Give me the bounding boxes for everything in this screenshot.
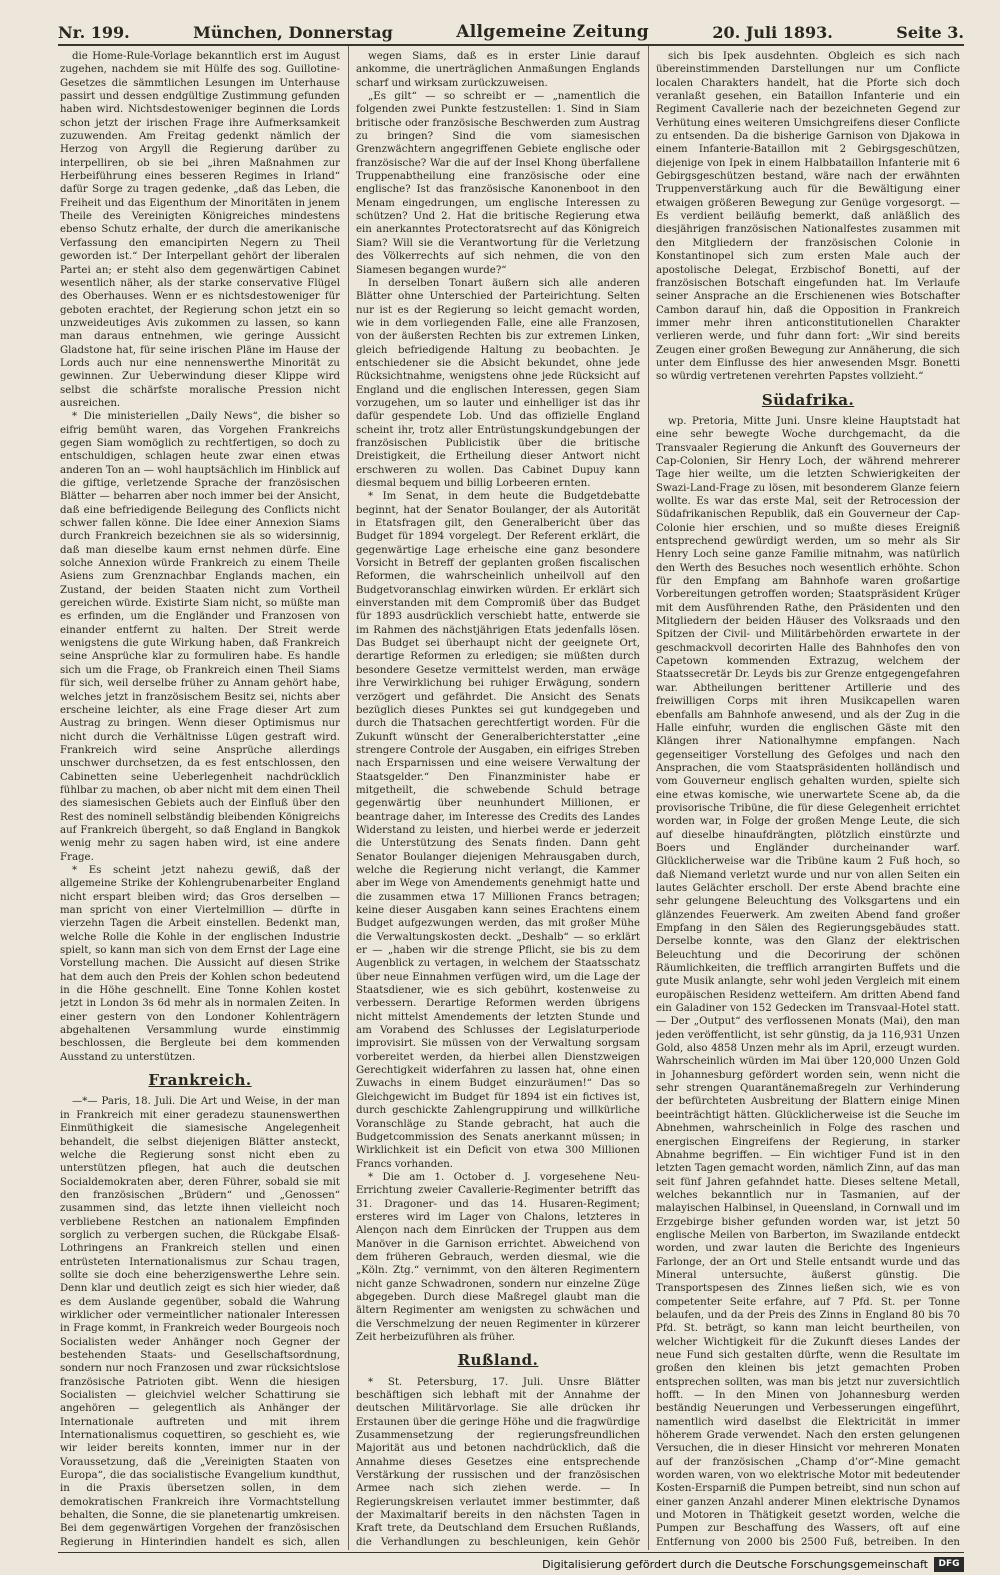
section-heading: Südafrika.: [761, 390, 855, 409]
section-heading: Rußland.: [457, 1351, 539, 1370]
text-column-2: [356, 50, 640, 1548]
bottom-rule: [58, 1552, 964, 1553]
issue-number: Nr. 199.: [58, 23, 130, 42]
dfg-logo: DFG: [934, 1557, 964, 1572]
column-divider: [348, 46, 349, 1550]
issue-date: 20. Juli 1893.: [712, 23, 833, 42]
article-paragraph: wp. Pretoria, Mitte Juni. Unsre kleine Hauptstadt hat eine sehr bewegte Woche durchgemacht, da die Transvaaler Regierung die Ankunft des Gouverneurs der Cap-Colonien, Sir Henry Loch, der während mehrerer Tage hier weilte, um die letzten Schwierigkeiten der Swazi-Land-Frage zu lösen, mit besonderem Glanze feiern wollte. Es war das erste Mal, seit der Retrocession der Südafrikanischen Republik, daß ein Gouverneur der Cap-Colonie hier erschien, und so mußte dieses Ereigniß entsprechend gewürdigt werden, um so mehr als Sir Henry Loch seine ganze Familie mitnahm, was natürlich den Werth des Besuches noch wesentlich erhöhte. Schon für den Empfang am Bahnhofe waren großartige Vorbereitungen getroffen worden; Staatspräsident Krüger mit dem Ausführenden Rathe, den Präsidenten und den Mitgliedern der beiden Häuser des Volksraads und den Spitzen der Civil- und Militärbehörden erwartete in der geschmackvoll decorirten Halle des Bahnhofes den von Capetown kommenden Extrazug, welchem der Staatssecretär Dr. Leyds bis zur Grenze entgegengefahren war. Abtheilungen berittener Artillerie und des freiwilligen Corps mit ihren Musikcapellen waren ebenfalls am Bahnhofe anwesend, und als der Zug in die Halle einfuhr, wurden die englischen Gäste mit den Klängen ihrer Nationalhymne empfangen. Nach gegenseitiger Vorstellung des Gefolges und nach den Ansprachen, die vom Staatspräsidenten holländisch und vom Gouverneur englisch gehalten wurden, spielte sich eine etwas komische, wie unerwartete Scene ab, da die provisorische Tribüne, die für diese Gelegenheit errichtet worden war, in Folge der großen Menge Leute, die sich auf dieselbe hinaufdrängten, plötzlich einstürzte und Boers und Engländer durcheinander warf. Glücklicherweise war die Tribüne kaum 2 Fuß hoch, so daß Niemand verletzt wurde und nur von allen Seiten ein lautes Gelächter erscholl. Der erste Abend brachte eine sehr gelungene Beleuchtung des Volksgartens und ein glänzendes Feuerwerk. Am zweiten Abend fand großer Empfang in den Sälen des Regierungsgebäudes statt. Derselbe konnte, was den Glanz der elektrischen Beleuchtung und die Decorirung der schönen Räumlichkeiten, die trefflich arrangirten Buffets und die gute Musik anlangte, sehr wohl jeden Vergleich mit einem europäischen Residenz wetteifern. Am dritten Abend fand ein Galadiner von 152 Gedecken im Transvaal-Hotel statt. — Der „Output“ des verflossenen Monats (Mai), den man jeden veröffentlicht, ist sehr günstig, da ja 116,931 Unzen Gold, also 4858 Unzen mehr als im April, erzeugt wurden. Wahrscheinlich würden im Mai über 120,000 Unzen Gold in Johannesburg gefördert worden sein, wenn nicht die sehr strengen Quarantänemaßregeln zur Verhinderung der befürchteten Ausbreitung der Blattern einige Minen beeinträchtigt hätten. Glücklicherweise ist die Seuche im Abnehmen, wahrscheinlich in Folge des raschen und energischen Eingreifens der Regierung, in starker Abnahme begriffen. — Ein wichtiger Fund ist in den letzten Tagen gemacht worden, nämlich Zinn, auf das man seit fünf Jahren gefahndet hatte. Dieses seltene Metall, welches bekanntlich nur in Tasmanien, auf der malayischen Halbinsel, in Queensland, in Cornwall und im Erzgebirge bisher gefunden worden war, ist jetzt 50 englische Meilen von Barberton, im Swazilande entdeckt worden, und zwar lauten die Berichte des Ingenieurs Farlonge, der an Ort und Stelle entsandt wurde und das Mineral untersuchte, äußerst günstig. Die Transportspesen des Zinnes ließen sich, wie es von competenter Seite erfahre, auf 7 Pfd. St. per Tonne belaufen, und da der Preis des Zinns in England 80 bis 70 Pfd. St. beträgt, so kann man leicht beurtheilen, von welcher Wichtigkeit für die Zukunft dieses Landes der neue Fund sich gestalten dürfte, wenn die Resultate im großen den kleinen bis jetzt gemachten Proben entsprechen sollten, was man bis jetzt nur zuversichtlich hofft. — In den Minen von Johannesburg werden beständig Neuerungen und Verbesserungen eingeführt, namentlich wird daselbst die Elektricität in immer höherem Grade verwendet. Nach den ersten gelungenen Versuchen, die in dieser Hinsicht vor mehreren Monaten auf der französischen „Champ d’or“-Mine gemacht worden waren, von wo elektrische Motor mit bedeutender Kosten-Ersparniß die Pumpen betreibt, sind nun schon auf einer ganzen Anzahl anderer Minen elektrische Dynamos und Motoren in Thätigkeit gesetzt worden, welche die Pumpen zur Beschaffung des Wassers, oft auf eine Entfernung von 2000 bis 2500 Fuß, betreiben. In den: [656, 415, 960, 1548]
article-paragraph: wegen Siams, daß es in erster Linie darauf ankomme, die unerträglichen Anmaßungen Englands scharf und wirksam zurückzuweisen.: [356, 51, 640, 89]
place-day: München, Donnerstag: [193, 23, 393, 42]
column-divider: [648, 46, 649, 1550]
article-paragraph: „Es gilt“ — so schreibt er — „namentlich die folgenden zwei Punkte festzustellen: 1. Sind in Siam britische oder französische Beschwerden zum Austrag zu bringen? Sind die vom siamesischen Grenzwächtern angegriffenen Gebiete englische oder französische? War die auf der Insel Khong überfallene Truppenabtheilung eine französische oder eine englische? Ist das französische Kanonenboot in den Menam eingedrungen, um englische Interessen zu schützen? Und 2. Hat die britische Regierung etwa ein anerkanntes Protectoratsrecht auf das Königreich Siam? Will sie die Verantwortung für die Verletzung des Völkerrechts auf sich nehmen, die von den Siamesen begangen wurde?“: [356, 91, 640, 276]
newspaper-title: Allgemeine Zeitung: [456, 22, 649, 42]
article-paragraph: die Home-Rule-Vorlage bekanntlich erst im August zugehen, nachdem sie mit Hülfe des sog. Guillotine-Gesetzes die sämmtlichen Lesungen im Unterhause passirt und dessen endgültige Zustimmung gefunden haben wird. Nichtsdestoweniger beginnen die Lords schon jetzt der irischen Frage ihre Aufmerksamkeit zuzuwenden. Am Freitag gedenkt nämlich der Herzog von Argyll die Regierung darüber zu interpelliren, ob sie bei „ihren Maßnahmen zur Herbeiführung eines besseren Regimes in Irland“ dafür Sorge zu tragen gedenke, „daß das Leben, die Freiheit und das Eigenthum der Minoritäten in jenem Theile des Vereinigten Königreiches mindestens ebenso Schutz erhalte, der durch die amerikanische Verfassung den emancipirten Negern zu Theil geworden ist.“ Der Interpellant gehört der liberalen Partei an; er steht also dem gegenwärtigen Cabinet wesentlich näher, als der starke conservative Flügel des Oberhauses. Wenn er es nichtsdestoweniger für geboten erachtet, der Regierung schon jetzt ein so unzweideutiges Avis zukommen zu lassen, so kann man daraus entnehmen, wie geringe Aussicht Gladstone hat, für seine irischen Pläne im Hause der Lords auch nur eine nennenswerthe Minorität zu gewinnen. Zur Ueberwindung dieser Klippe wird selbst die schärfste moralische Pression nicht ausreichen.: [60, 51, 340, 409]
article-paragraph: —*— Paris, 18. Juli. Die Art und Weise, in der man in Frankreich mit einer geradezu staunenswerthen Einmüthigkeit die siamesische Angelegenheit behandelt, die selbst diejenigen Blätter ansteckt, welche die Regierung sonst nicht eben zu unterstützen pflegen, hat auch die deutschen Socialdemokraten aber, deren Führer, sobald sie mit den französischen „Brüdern“ und „Genossen“ zusammen sind, das letzte ihnen vielleicht noch verbliebene Restchen an nationalem Empfinden sorglich zu verbergen suchen, die Rückgabe Elsaß-Lothringens an Frankreich stellen und einen entrüsteten Internationalismus zur Schau tragen, sollte sie doch eine beherzigenswerthe Lehre sein. Denn klar und deutlich zeigt es sich hier wieder, daß es dem Auslande gegenüber, sobald die Wahrung wirklicher oder vermeintlicher nationaler Interessen in Frage kommt, in Frankreich weder Bourgeois noch Socialisten weder Anhänger noch Gegner der bestehenden Staats- und Gesellschaftsordnung, sondern nur noch Franzosen und zwar rücksichtslose französische Patrioten gibt. Wenn die hiesigen Socialisten — gleichviel welcher Schattirung sie angehören — gelegentlich als Anhänger der Internationale auftreten und mit ihrem Internationalismus coquettiren, so geschieht es, wie wir leider bereits konnten, immer nur in der Voraussetzung, daß die „Vereinigten Staaten von Europa“, die das socialistische Evangelium kundthut, in die Praxis übersetzen sollen, in dem demokratischen Frankreich ihre Vormachtstellung behalten, die Sonne, die sie planetenartig umkreisen. Bei dem gegenwärtigen Vorgehen der französischen Regierung in Hinterindien handelt es sich, allen: [60, 1096, 340, 1548]
article-paragraph: * Die ministeriellen „Daily News“, die bisher so eifrig bemüht waren, das Vorgehen Frankreichs gegen Siam womöglich zu rechtfertigen, so doch zu entschuldigen, schlagen heute zwar einen etwas anderen Ton an — wohl hauptsächlich im Hinblick auf die giftige, verletzende Sprache der französischen Blätter — beharren aber noch immer bei der Ansicht, daß eine befriedigende Beilegung des Conflicts nicht schwer fallen könne. Die Idee einer Annexion Siams durch Frankreich bezeichnen sie als so widersinnig, daß man dieselbe kaum ernst nehmen dürfe. Eine solche Annexion würde Frankreich zu einem Theile Asiens zum Grenznachbar Englands machen, ein Zustand, der beiden Staaten nicht zum Vortheil gereichen würde. Existirte Siam nicht, so müßte man es erfinden, um die Engländer und Franzosen von einander entfernt zu halten. Der Streit werde wenigstens die gute Wirkung haben, daß Frankreich seine Ansprüche klar zu formuliren habe. Es handle sich um die Frage, ob Frankreich einen Theil Siams für sich, weil derselbe früher zu Annam gehört habe, welches jetzt in französischem Besitz sei, nichts aber erscheine leichter, als eine Frage dieser Art zum Austrag zu bringen. Wenn dieser Optimismus nur nicht durch die Verhältnisse Lügen gestraft wird. Frankreich wird seine Ansprüche allerdings unschwer durchsetzen, da es fest entschlossen, den Cabinetten seine Ueberlegenheit nachdrücklich fühlbar zu machen, ob aber nicht mit dem einen Theil des siamesischen Gebiets auch der Einfluß über den Rest des nominell selbständig bleibenden Königreichs auf Frankreich übergeht, so daß England in Bangkok wenig mehr zu sagen haben wird, ist eine andere Frage.: [60, 411, 340, 863]
article-paragraph: * St. Petersburg, 17. Juli. Unsre Blätter beschäftigen sich lebhaft mit der Annahme der deutschen Militärvorlage. Sie alle drücken ihr Erstaunen über die geringe Höhe und die fragwürdige Zusammensetzung der regierungsfreundlichen Majorität aus und betonen nachdrücklich, daß die Annahme dieses Gesetzes eine entsprechende Verstärkung der russischen und der französischen Armee nach sich ziehen werde. — In Regierungskreisen verlautet immer bestimmter, daß der Maximaltarif bereits in den nächsten Tagen in Kraft trete, da Deutschland dem Ersuchen Rußlands, die Verhandlungen zu beschleunigen, kein Gehör: [356, 1376, 640, 1548]
text-column-1: [60, 50, 340, 1548]
digitization-credit: Digitalisierung gefördert durch die Deutsche Forschungsgemeinschaft: [542, 1557, 928, 1571]
article-paragraph: sich bis Ipek ausdehnten. Obgleich es sich nach übereinstimmenden Darstellungen nur um Conflicte localen Charakters handelt, hat die Pforte sich doch veranlaßt gesehen, ein Bataillon Infanterie und ein Regiment Cavallerie nach der bezeichneten Gegend zur Verhütung eines weiteren Umsichgreifens dieser Conflicte zu entsenden. Da die bisherige Garnison von Djakowa in einem Infanterie-Bataillon mit 2 Gebirgsgeschützen, diejenige von Ipek in einem Halbbataillon Infanterie mit 6 Gebirgsgeschützen bestand, wäre nach der erwähnten Truppenverstärkung auch für die Bewältigung einer etwaigen größeren Bewegung zur Genüge vorgesorgt. — Es verdient beiläufig bemerkt, daß anläßlich des diesjährigen französischen Nationalfestes zusammen mit den Mitgliedern der französischen Colonie in Konstantinopel sich zum ersten Male auch der apostolische Delegat, Erzbischof Bonetti, auf der französischen Botschaft eingefunden hat. Im Verlaufe seiner Ansprache an die Erschienenen wies Botschafter Cambon darauf hin, daß die Opposition in Frankreich immer mehr ihren anticonstitutionellen Charakter verlieren werde, und fuhr dann fort: „Wir sind bereits Zeugen einer großen Bewegung zur Annäherung, die sich unter dem Einflusse des hier anwesenden Msgr. Bonetti so würdig vertretenen verehrten Papstes vollzieht.“: [656, 51, 960, 383]
masthead: [58, 16, 964, 42]
masthead-rule: [58, 44, 964, 46]
article-paragraph: * Es scheint jetzt nahezu gewiß, daß der allgemeine Strike der Kohlengrubenarbeiter England nicht erspart bleiben wird; das Gros derselben — man spricht von einer Viertelmillion — dürfte in vierzehn Tagen die Arbeit einstellen. Bedenkt man, welche Rolle die Kohle in der englischen Industrie spielt, so kann man sich von dem Ernst der Lage eine Vorstellung machen. Die Aussicht auf diesen Strike hat dem auch den Preis der Kohlen schon bedeutend in die Höhe geschnellt. Eine Tonne Kohlen kostet jetzt in London 3s 6d mehr als in normalen Zeiten. In einer gestern von den Londoner Kohlenträgern abgehaltenen Versammlung wurde einstimmig beschlossen, die Bergleute bei dem kommenden Ausstand zu unterstützen.: [60, 864, 340, 1063]
digitization-footer: [542, 1556, 964, 1572]
page-number: Seite 3.: [896, 23, 964, 42]
article-paragraph: In derselben Tonart äußern sich alle anderen Blätter ohne Unterschied der Parteirichtung. Selten nur ist es der Regierung so leicht gemacht worden, wie in dem vorliegenden Falle, eine alle Franzosen, von der äußersten Rechten bis zur extremen Linken, gleich befriedigende Haltung zu beobachten. Je entschiedener sie die Absicht bekundet, ohne jede Rücksichtnahme, wenigstens ohne jede Rücksicht auf England und die englischen Interessen, gegen Siam vorzugehen, um so lauter und einhelliger ist das ihr dafür gespendete Lob. Und das offizielle England scheint ihr, trotz aller Entrüstungskundgebungen der französischen Publicistik über die britische Dreistigkeit, die Ertheilung dieser Antwort nicht erschweren zu wollen. Das Cabinet Dupuy kann diesmal bequem und billig Lorbeeren ernten.: [356, 277, 640, 489]
article-paragraph: * Im Senat, in dem heute die Budgetdebatte beginnt, hat der Senator Boulanger, der als Autorität in Etatsfragen gilt, den Generalbericht über das Budget für 1894 vorgelegt. Der Referent erklärt, die gegenwärtige Lage erheische eine ganz besondere Vorsicht in Betreff der geplanten großen fiscalischen Reformen, die wahrscheinlich unheilvoll auf den Budgetvoranschlag einwirken würden. Er erklärt sich einverstanden mit dem Compromiß über das Budget für 1893 ausdrücklich verschiebt hatte, entwerde sie im Rahmen des nächstjährigen Etats jedenfalls lösen. Das Budget sei überhaupt nicht der geeignete Ort, derartige Reformen zu erledigen; sie müßten durch besondere Gesetze vermittelst werden, man erwäge ihre Verwirklichung bei ruhiger Erwägung, sondern verzögert und gefährdet. Die Ansicht des Senats bezüglich dieses Punktes sei gut kundgegeben und durch die Thatsachen gerechtfertigt worden. Für die Zukunft wünscht der Generalberichterstatter „eine strengere Controle der Ausgaben, ein eifriges Streben nach Ersparnissen und eine weisere Verwaltung der Staatsgelder.“ Den Finanzminister habe er mitgetheilt, die schwebende Schuld betrage gegenwärtig über neunhundert Millionen, er beantrage daher, im Interesse des Credits des Landes Widerstand zu leisten, und hierbei werde er jederzeit die Unterstützung des Senats finden. Dann geht Senator Boulanger diejenigen Mehrausgaben durch, welche die Regierung nicht verlangt, die Kammer aber im Wege von Amendements genehmigt hatte und die zusammen etwa 17 Millionen Francs betragen; keine dieser Ausgaben kann seines Erachtens einem Budget aufgezwungen werden, das mit großer Mühe die Verwaltungskosten deckt. „Deshalb“ — so erklärt er — „haben wir die strenge Pflicht, sie bis zu dem Augenblick zu vertagen, in welchem der Staatsschatz über neue Einnahmen verfügen wird, um die Lage der Staatsdiener, wie es sich gebührt, kostenweise zu verbessern. Derartige Reformen werden übrigens nicht mittelst Amendements der letzten Stunde und am Vorabend des Schlusses der Legislaturperiode improvisirt. Sie müssen von der Verwaltung sorgsam vorbereitet werden, da hierbei allen Dienstzweigen Gerechtigkeit widerfahren zu lassen hat, ohne einen Zuwachs in einem Budget einzuräumen!“ Das so Gleichgewicht im Budget für 1894 ist ein fictives ist, durch geschickte Zahlengruppirung und willkürliche Voranschläge zu Stande gebracht, hat auch die Budgetcommission des Senats anerkannt müssen; in Wirklichkeit ist ein Deficit von etwa 300 Millionen Francs vorhanden.: [356, 491, 640, 1170]
section-heading: Frankreich.: [148, 1071, 252, 1090]
text-column-3: [656, 50, 960, 1548]
article-paragraph: * Die am 1. October d. J. vorgesehene Neu-Errichtung zweier Cavallerie-Regimenter betrifft das 31. Dragoner- und das 14. Husaren-Regiment; ersteres wird im Lager von Chalons, letzteres in Alençon nach dem Einrücken der Truppen aus dem Manöver in die Garnison errichtet. Abweichend von dem früheren Gebrauch, werden diesmal, wie die „Köln. Ztg.“ vernimmt, von den älteren Regimentern nicht ganze Schwadronen, sondern nur einzelne Züge abgegeben. Durch diese Maßregel glaubt man die ältern Regimenter am wenigsten zu schwächen und die Verschmelzung der neuen Regimenter in kürzerer Zeit herbeizuführen als früher.: [356, 1171, 640, 1343]
